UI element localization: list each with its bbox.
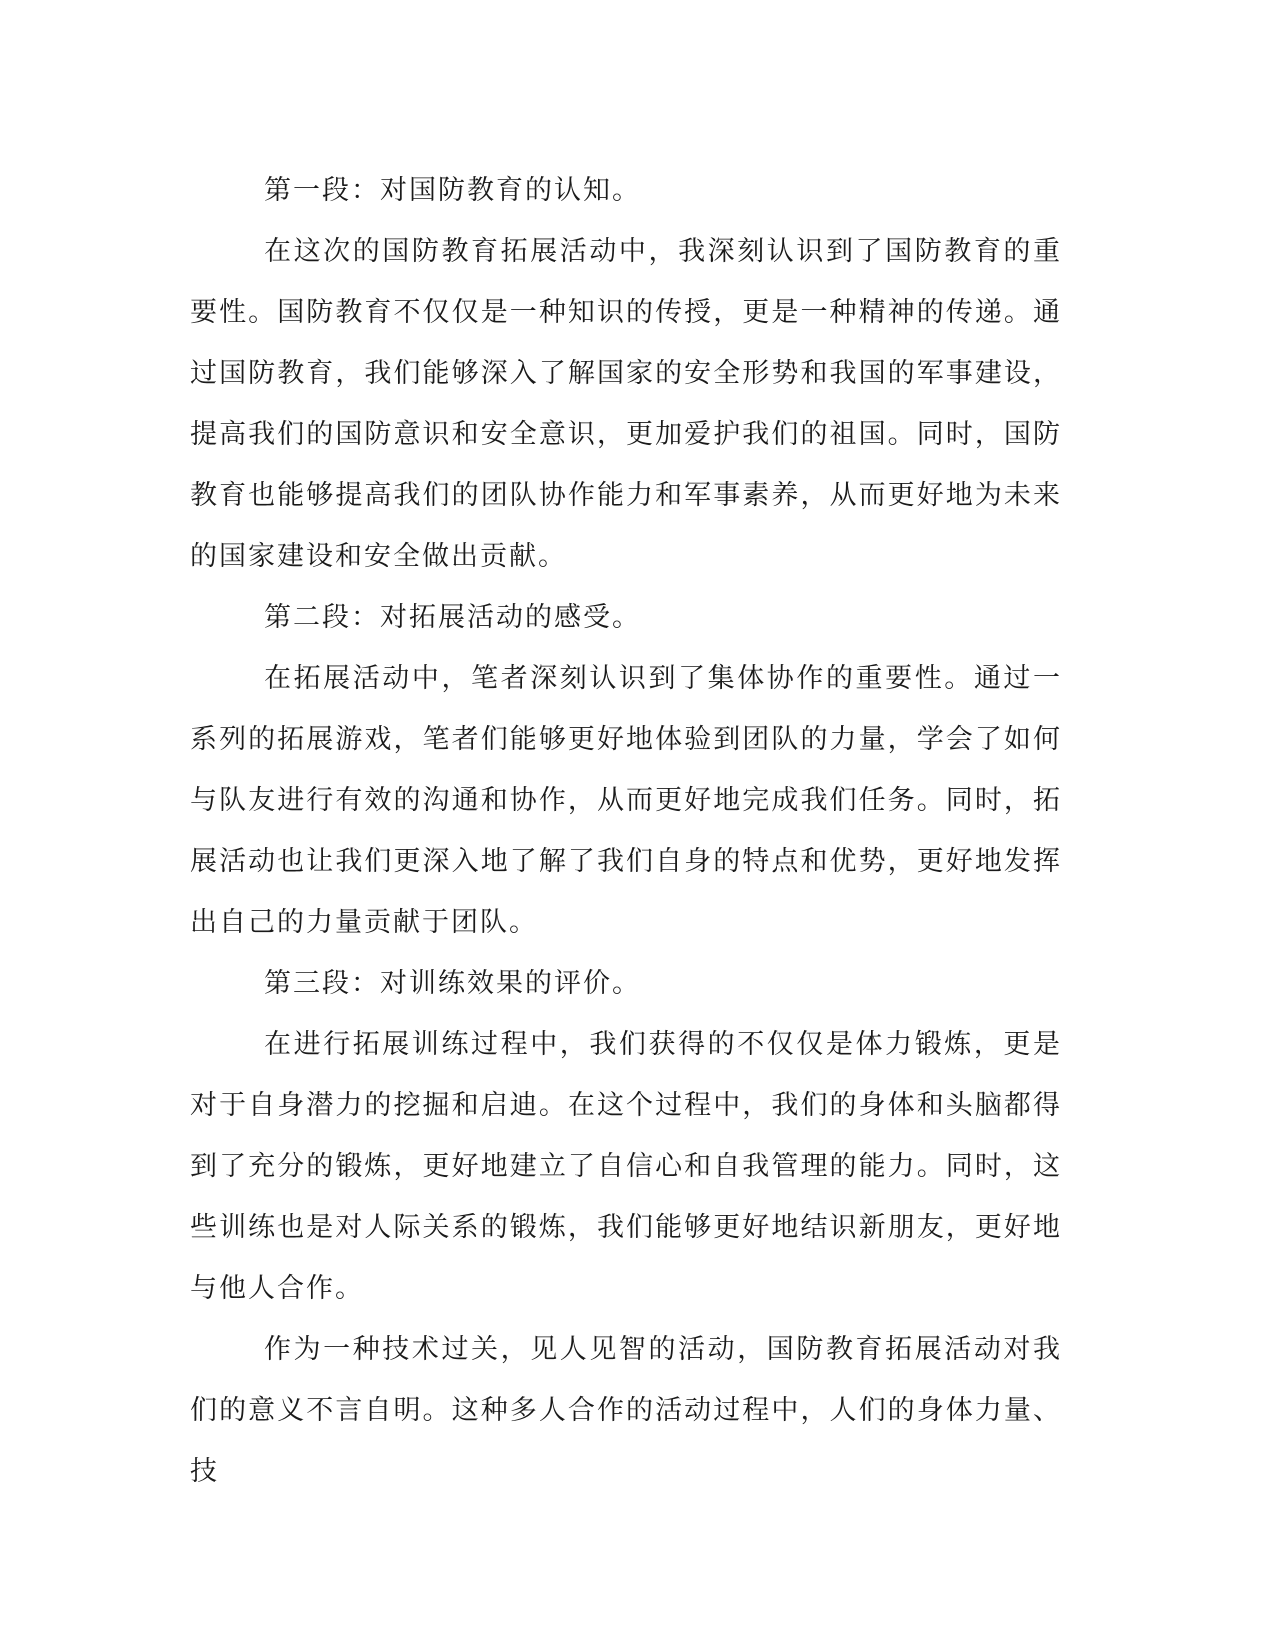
section-2-heading: 第二段：对拓展活动的感受。 [264, 602, 641, 633]
section-1-heading: 第一段：对国防教育的认知。 [264, 175, 641, 206]
section-1-paragraph: 在这次的国防教育拓展活动中，我深刻认识到了国防教育的重要性。国防教育不仅仅是一种知识的传授，更是一种精神的传递。通过国防教育，我们能够深入了解国家的安全形势和我国的军事建设，提高我们的国防意识和安全意识，更加爱护我们的祖国。同时，国防教育也能够提高我们的团队协作能力和军事素养，从而更好地为未来的国家建设和安全做出贡献。 [190, 236, 1062, 572]
section-2-paragraph: 在拓展活动中，笔者深刻认识到了集体协作的重要性。通过一系列的拓展游戏，笔者们能够更好地体验到团队的力量，学会了如何与队友进行有效的沟通和协作，从而更好地完成我们任务。同时，拓展活动也让我们更深入地了解了我们自身的特点和优势，更好地发挥出自己的力量贡献于团队。 [190, 663, 1062, 938]
document-body [190, 160, 1062, 1502]
section-3-heading: 第三段：对训练效果的评价。 [264, 968, 641, 999]
section-3-paragraph: 在进行拓展训练过程中，我们获得的不仅仅是体力锻炼，更是对于自身潜力的挖掘和启迪。在这个过程中，我们的身体和头脑都得到了充分的锻炼，更好地建立了自信心和自我管理的能力。同时，这些训练也是对人际关系的锻炼，我们能够更好地结识新朋友，更好地与他人合作。 [190, 1029, 1062, 1304]
closing-paragraph: 作为一种技术过关，见人见智的活动，国防教育拓展活动对我们的意义不言自明。这种多人合作的活动过程中，人们的身体力量、技 [190, 1334, 1062, 1487]
